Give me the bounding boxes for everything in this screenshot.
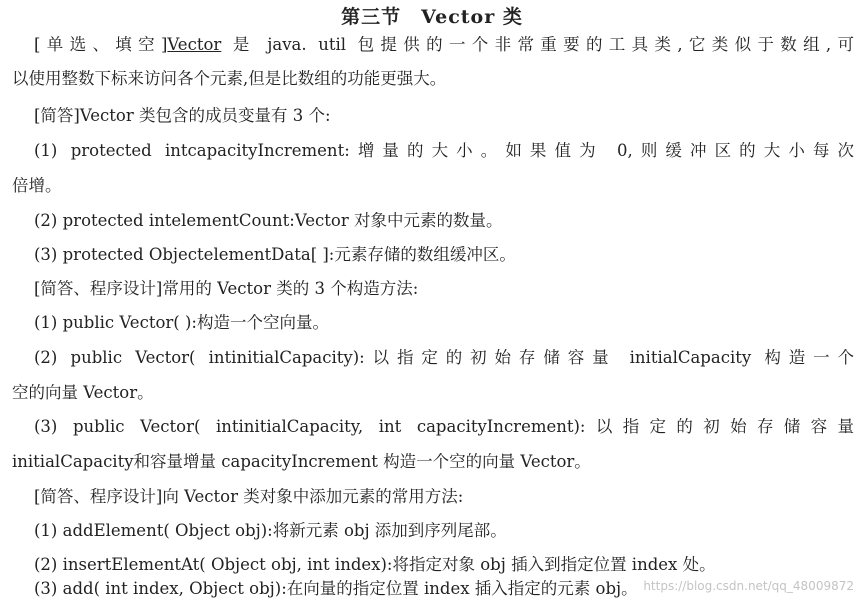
paragraph-line-9 (0, 312, 864, 334)
line-text: (1) public Vector( ):构造一个空向量。 (34, 313, 329, 332)
paragraph-line-3 (0, 105, 864, 127)
line-text: 常用的 Vector 类的 3 个构造方法: (162, 279, 419, 298)
line-text: 向 Vector 类对象中添加元素的常用方法: (162, 487, 464, 506)
line-text: (2) public Vector( intinitialCapacity):以指定的初始存储容量 initialCapacity 构造一个 (34, 348, 854, 367)
line-text: (1) addElement( Object obj):将新元素 obj 添加到序列尾部。 (34, 521, 507, 540)
line-text: (2) protected intelementCount:Vector 对象中元素的数量。 (34, 211, 503, 230)
paragraph-line-5 (0, 175, 864, 197)
line-text: (3) protected ObjectelementData[ ]:元素存储的数组缓冲区。 (34, 245, 516, 264)
paragraph-line-6 (0, 210, 864, 232)
paragraph-line-8 (0, 278, 864, 300)
watermark-text: https://blog.csdn.net/qq_48009872 (643, 579, 854, 593)
paragraph-line-15 (0, 520, 864, 542)
paragraph-line-12 (0, 416, 854, 438)
paragraph-line-11 (0, 382, 864, 404)
line-text: 倍增。 (12, 176, 62, 195)
question-type-tag: [单选、填空] (34, 35, 168, 54)
line-text: (3) public Vector( intinitialCapacity, int capacityIncrement):以指定的初始存储容量 (34, 417, 854, 436)
line-text: initialCapacity和容量增量 capacityIncrement 构造一个空的向量 Vector。 (12, 452, 591, 471)
paragraph-line-16 (0, 554, 864, 576)
question-type-tag: [简答、程序设计] (34, 487, 163, 506)
line-text: 是 java. util 包提供的一个非常重要的工具类,它类似于数组,可 (221, 35, 855, 54)
line-text: 以使用整数下标来访问各个元素,但是比数组的功能更强大。 (12, 69, 447, 88)
paragraph-line-1 (0, 34, 854, 56)
section-title: 第三节 Vector 类 (341, 6, 523, 28)
paragraph-line-13 (0, 451, 864, 473)
line-text: (3) add( int index, Object obj):在向量的指定位置 index 插入指定的元素 obj。 (34, 579, 638, 598)
emphasis-term: Vector (167, 35, 222, 54)
paragraph-line-14 (0, 486, 864, 508)
question-type-tag: [简答] (34, 106, 80, 125)
paragraph-line-10 (0, 347, 854, 369)
question-type-tag: [简答、程序设计] (34, 279, 163, 298)
paragraph-line-7 (0, 244, 864, 266)
line-text: 空的向量 Vector。 (12, 383, 154, 402)
paragraph-line-2 (0, 68, 864, 90)
line-text: (2) insertElementAt( Object obj, int index):将指定对象 obj 插入到指定位置 index 处。 (34, 555, 716, 574)
line-text: Vector 类包含的成员变量有 3 个: (79, 106, 331, 125)
line-text: (1) protected intcapacityIncrement:增量的大小。如果值为 0,则缓冲区的大小每次 (34, 141, 854, 160)
paragraph-line-4 (0, 140, 854, 162)
